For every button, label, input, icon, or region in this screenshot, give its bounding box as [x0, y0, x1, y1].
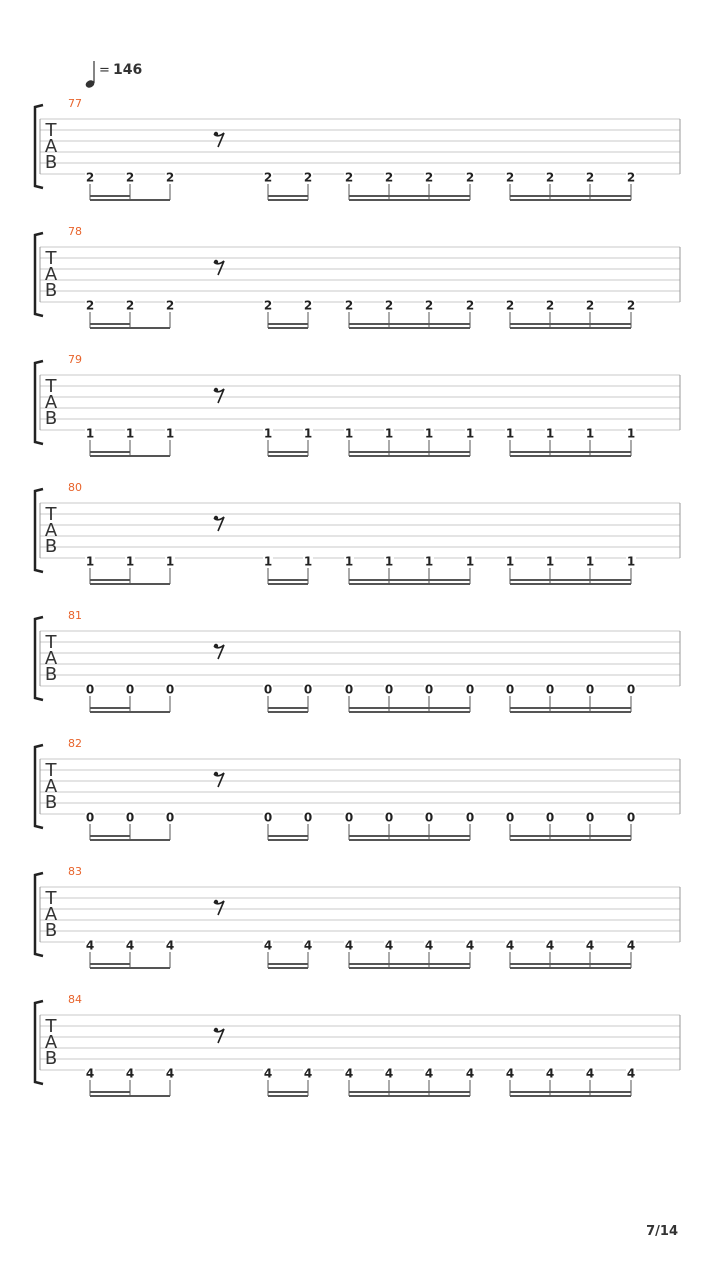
tab-clef-letter: A: [44, 904, 58, 925]
fret-number: 1: [344, 554, 354, 569]
fret-number: 2: [263, 298, 273, 313]
fret-number: 4: [424, 1066, 434, 1081]
fret-number: 4: [344, 1066, 354, 1081]
eighth-rest-dot: [214, 260, 218, 264]
fret-number: 2: [125, 170, 135, 185]
measure-number: 79: [68, 353, 82, 366]
fret-number: 1: [545, 426, 555, 441]
fret-number: 1: [585, 554, 595, 569]
tab-clef-letter: A: [44, 776, 58, 797]
tab-clef-letter: T: [45, 248, 57, 269]
fret-number: 1: [85, 554, 95, 569]
fret-number: 4: [125, 938, 135, 953]
fret-number: 0: [585, 810, 595, 825]
fret-number: 2: [626, 170, 636, 185]
fret-number: 0: [626, 810, 636, 825]
fret-number: 1: [303, 426, 313, 441]
page-number: 7/14: [646, 1224, 678, 1239]
fret-number: 0: [303, 810, 313, 825]
fret-number: 1: [263, 554, 273, 569]
eighth-rest-dot: [214, 388, 218, 392]
fret-number: 4: [545, 938, 555, 953]
fret-number: 0: [626, 682, 636, 697]
eighth-rest-dot: [214, 644, 218, 648]
fret-number: 0: [85, 682, 95, 697]
fret-number: 4: [505, 1066, 515, 1081]
fret-number: 2: [85, 298, 95, 313]
fret-number: 1: [465, 426, 475, 441]
fret-number: 0: [344, 682, 354, 697]
tab-clef-letter: B: [44, 152, 58, 173]
fret-number: 0: [505, 682, 515, 697]
fret-number: 0: [165, 810, 175, 825]
fret-number: 0: [384, 682, 394, 697]
tempo-equals: =: [99, 63, 110, 78]
fret-number: 4: [384, 938, 394, 953]
fret-number: 4: [585, 1066, 595, 1081]
fret-number: 0: [125, 682, 135, 697]
fret-number: 2: [465, 298, 475, 313]
fret-number: 1: [505, 554, 515, 569]
fret-number: 4: [263, 1066, 273, 1081]
tab-clef-letter: T: [45, 888, 57, 909]
measure-number: 77: [68, 97, 82, 110]
tab-clef-letter: B: [44, 1048, 58, 1069]
fret-number: 2: [344, 298, 354, 313]
fret-number: 4: [344, 938, 354, 953]
fret-number: 0: [384, 810, 394, 825]
tab-clef-letter: T: [45, 376, 57, 397]
fret-number: 1: [626, 554, 636, 569]
fret-number: 2: [303, 298, 313, 313]
tab-system: [35, 865, 680, 968]
fret-number: 2: [303, 170, 313, 185]
tab-system: [35, 737, 680, 840]
tempo-marking: [84, 61, 142, 89]
fret-number: 0: [165, 682, 175, 697]
fret-number: 2: [424, 298, 434, 313]
tab-system: [35, 609, 680, 712]
fret-number: 0: [545, 810, 555, 825]
measure-number: 80: [68, 481, 82, 494]
fret-number: 2: [545, 170, 555, 185]
fret-number: 2: [545, 298, 555, 313]
tab-clef-letter: B: [44, 408, 58, 429]
system-bracket: [35, 361, 43, 444]
fret-number: 1: [384, 426, 394, 441]
tab-clef-letter: T: [45, 632, 57, 653]
fret-number: 2: [344, 170, 354, 185]
tab-system: [35, 993, 680, 1096]
fret-number: 1: [165, 426, 175, 441]
fret-number: 1: [626, 426, 636, 441]
fret-number: 1: [585, 426, 595, 441]
tab-clef-letter: A: [44, 648, 58, 669]
fret-number: 4: [424, 938, 434, 953]
fret-number: 4: [465, 938, 475, 953]
tab-clef-letter: B: [44, 536, 58, 557]
measure-number: 78: [68, 225, 82, 238]
tab-clef-letter: T: [45, 120, 57, 141]
system-bracket: [35, 105, 43, 188]
tab-clef-letter: B: [44, 280, 58, 301]
fret-number: 2: [585, 298, 595, 313]
tab-systems: [35, 97, 680, 1096]
tab-clef-letter: A: [44, 392, 58, 413]
fret-number: 0: [465, 682, 475, 697]
fret-number: 0: [585, 682, 595, 697]
fret-number: 4: [626, 1066, 636, 1081]
eighth-rest-dot: [214, 772, 218, 776]
fret-number: 2: [585, 170, 595, 185]
fret-number: 2: [384, 170, 394, 185]
fret-number: 2: [165, 298, 175, 313]
fret-number: 2: [165, 170, 175, 185]
fret-number: 2: [85, 170, 95, 185]
fret-number: 0: [505, 810, 515, 825]
fret-number: 4: [505, 938, 515, 953]
fret-number: 1: [344, 426, 354, 441]
tab-clef-letter: A: [44, 264, 58, 285]
fret-number: 2: [384, 298, 394, 313]
fret-number: 2: [424, 170, 434, 185]
fret-number: 1: [424, 554, 434, 569]
fret-number: 4: [263, 938, 273, 953]
tab-system: [35, 225, 680, 328]
fret-number: 4: [545, 1066, 555, 1081]
fret-number: 4: [165, 938, 175, 953]
tab-system: [35, 481, 680, 584]
system-bracket: [35, 233, 43, 316]
fret-number: 2: [263, 170, 273, 185]
fret-number: 2: [125, 298, 135, 313]
fret-number: 1: [384, 554, 394, 569]
fret-number: 2: [505, 298, 515, 313]
fret-number: 1: [545, 554, 555, 569]
fret-number: 4: [585, 938, 595, 953]
system-bracket: [35, 489, 43, 572]
measure-number: 83: [68, 865, 82, 878]
fret-number: 1: [303, 554, 313, 569]
tab-clef-letter: B: [44, 920, 58, 941]
fret-number: 4: [303, 938, 313, 953]
eighth-rest-dot: [214, 900, 218, 904]
fret-number: 2: [465, 170, 475, 185]
fret-number: 4: [85, 938, 95, 953]
fret-number: 1: [125, 554, 135, 569]
fret-number: 2: [626, 298, 636, 313]
fret-number: 0: [263, 682, 273, 697]
fret-number: 4: [165, 1066, 175, 1081]
tab-clef-letter: B: [44, 792, 58, 813]
fret-number: 4: [626, 938, 636, 953]
system-bracket: [35, 745, 43, 828]
measure-number: 84: [68, 993, 82, 1006]
fret-number: 0: [85, 810, 95, 825]
fret-number: 1: [125, 426, 135, 441]
measure-number: 81: [68, 609, 82, 622]
fret-number: 0: [263, 810, 273, 825]
eighth-rest-dot: [214, 516, 218, 520]
fret-number: 1: [263, 426, 273, 441]
fret-number: 1: [165, 554, 175, 569]
fret-number: 1: [505, 426, 515, 441]
fret-number: 4: [303, 1066, 313, 1081]
tab-clef-letter: T: [45, 504, 57, 525]
measure-number: 82: [68, 737, 82, 750]
tempo-bpm: 146: [113, 62, 143, 78]
tab-clef-letter: A: [44, 1032, 58, 1053]
fret-number: 2: [505, 170, 515, 185]
fret-number: 4: [125, 1066, 135, 1081]
fret-number: 0: [424, 682, 434, 697]
tab-clef-letter: B: [44, 664, 58, 685]
system-bracket: [35, 1001, 43, 1084]
tab-system: [35, 353, 680, 456]
fret-number: 0: [303, 682, 313, 697]
fret-number: 0: [465, 810, 475, 825]
system-bracket: [35, 617, 43, 700]
fret-number: 4: [384, 1066, 394, 1081]
eighth-rest-dot: [214, 1028, 218, 1032]
fret-number: 0: [344, 810, 354, 825]
tab-clef-letter: T: [45, 760, 57, 781]
eighth-rest-dot: [214, 132, 218, 136]
tab-clef-letter: A: [44, 520, 58, 541]
fret-number: 1: [465, 554, 475, 569]
fret-number: 0: [424, 810, 434, 825]
tab-clef-letter: T: [45, 1016, 57, 1037]
fret-number: 4: [465, 1066, 475, 1081]
tab-clef-letter: A: [44, 136, 58, 157]
fret-number: 4: [85, 1066, 95, 1081]
fret-number: 0: [125, 810, 135, 825]
system-bracket: [35, 873, 43, 956]
fret-number: 1: [424, 426, 434, 441]
tab-system: [35, 97, 680, 200]
fret-number: 0: [545, 682, 555, 697]
fret-number: 1: [85, 426, 95, 441]
